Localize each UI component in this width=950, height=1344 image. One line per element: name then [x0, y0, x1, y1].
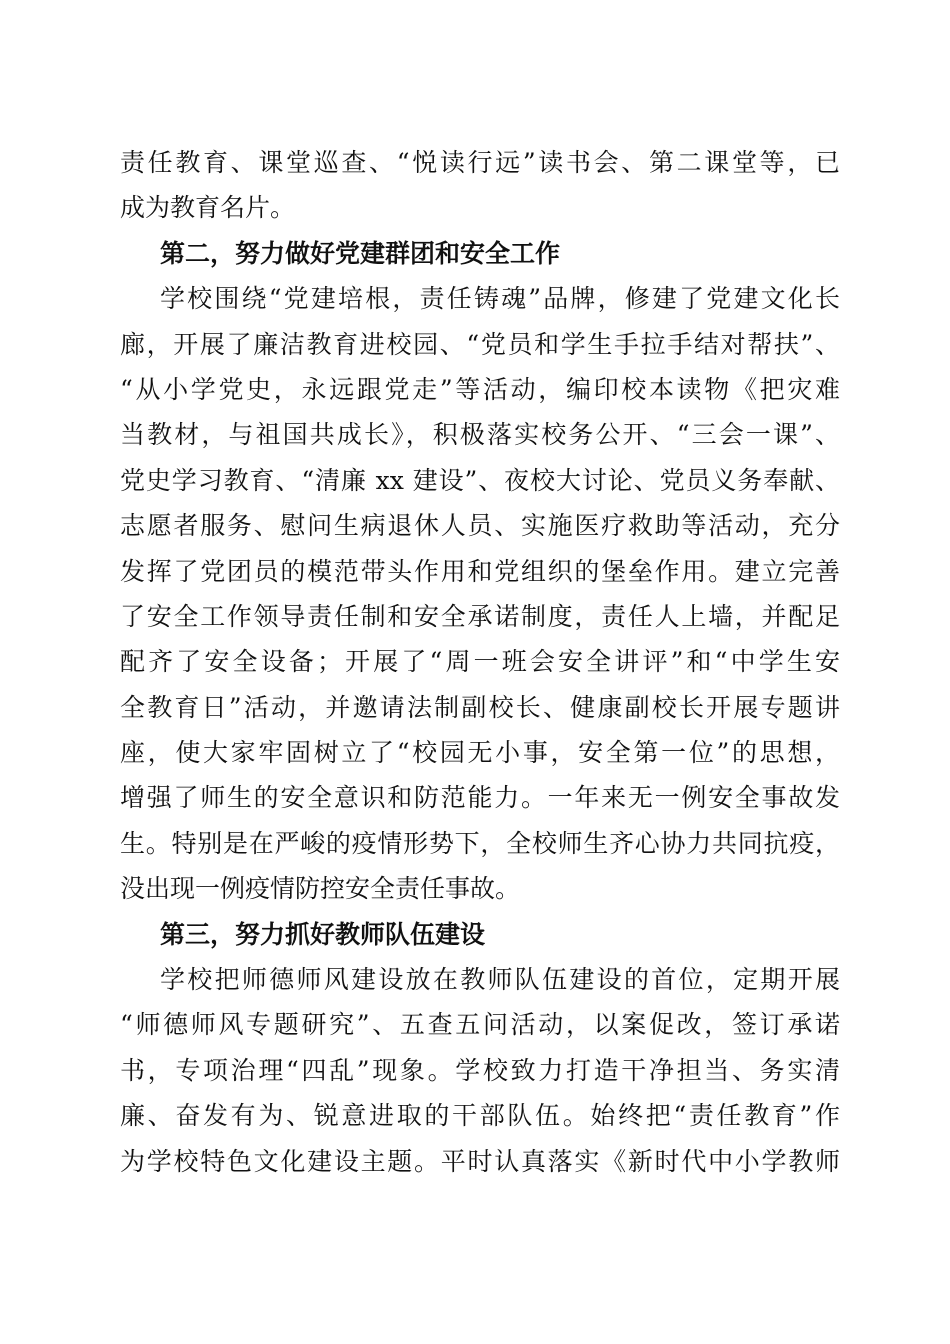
heading-text: 第二，努力做好党建群团和安全工作: [160, 238, 561, 268]
text-line: “从小学党史，永远跟党走”等活动，编印校本读物《把灾难: [120, 374, 840, 404]
text-line: 廊，开展了廉洁教育进校园、“党员和学生手拉手结对帮扶”、: [120, 329, 840, 359]
text-line: 学校围绕“党建培根，责任铸魂”品牌，修建了党建文化长: [160, 284, 840, 314]
paragraph-1: [120, 140, 840, 231]
text-line: 当教材，与祖国共成长》，积极落实校务公开、“三会一课”、: [120, 420, 840, 450]
paragraph-2: [120, 276, 840, 911]
text-line: 党史学习教育、“清廉 xx 建设”、夜校大讨论、党员义务奉献、: [120, 465, 840, 495]
text-line: 没出现一例疫情防控安全责任事故。: [120, 874, 521, 904]
text-line: 学校把师德师风建设放在教师队伍建设的首位，定期开展: [160, 965, 840, 995]
section-heading-2: [120, 231, 840, 276]
text-line: 生。特别是在严峻的疫情形势下，全校师生齐心协力共同抗疫，: [120, 828, 840, 858]
text-line: 增强了师生的安全意识和防范能力。一年来无一例安全事故发: [120, 783, 840, 813]
document-body: [120, 140, 840, 1184]
heading-text: 第三，努力抓好教师队伍建设: [160, 919, 486, 949]
text-line: 了安全工作领导责任制和安全承诺制度，责任人上墙，并配足: [120, 601, 840, 631]
text-line: 成为教育名片。: [120, 193, 296, 223]
text-line: 志愿者服务、慰问生病退休人员、实施医疗救助等活动，充分: [120, 511, 840, 541]
text-line: 为学校特色文化建设主题。平时认真落实《新时代中小学教师: [120, 1146, 840, 1176]
text-line: 书，专项治理“四乱”现象。学校致力打造干净担当、务实清: [120, 1055, 840, 1085]
section-heading-3: [120, 912, 840, 957]
text-line: 配齐了安全设备；开展了“周一班会安全讲评”和“中学生安: [120, 647, 840, 677]
text-line: 发挥了党团员的模范带头作用和党组织的堡垒作用。建立完善: [120, 556, 840, 586]
text-line: 座，使大家牢固树立了“校园无小事，安全第一位”的思想，: [120, 738, 840, 768]
text-line: 廉、奋发有为、锐意进取的干部队伍。始终把“责任教育”作: [120, 1101, 840, 1131]
text-line: 责任教育、课堂巡查、“悦读行远”读书会、第二课堂等，已: [120, 148, 840, 177]
paragraph-3: [120, 957, 840, 1184]
text-line: 全教育日”活动，并邀请法制副校长、健康副校长开展专题讲: [120, 692, 840, 722]
text-line: “师德师风专题研究”、五查五问活动，以案促改，签订承诺: [120, 1010, 840, 1040]
